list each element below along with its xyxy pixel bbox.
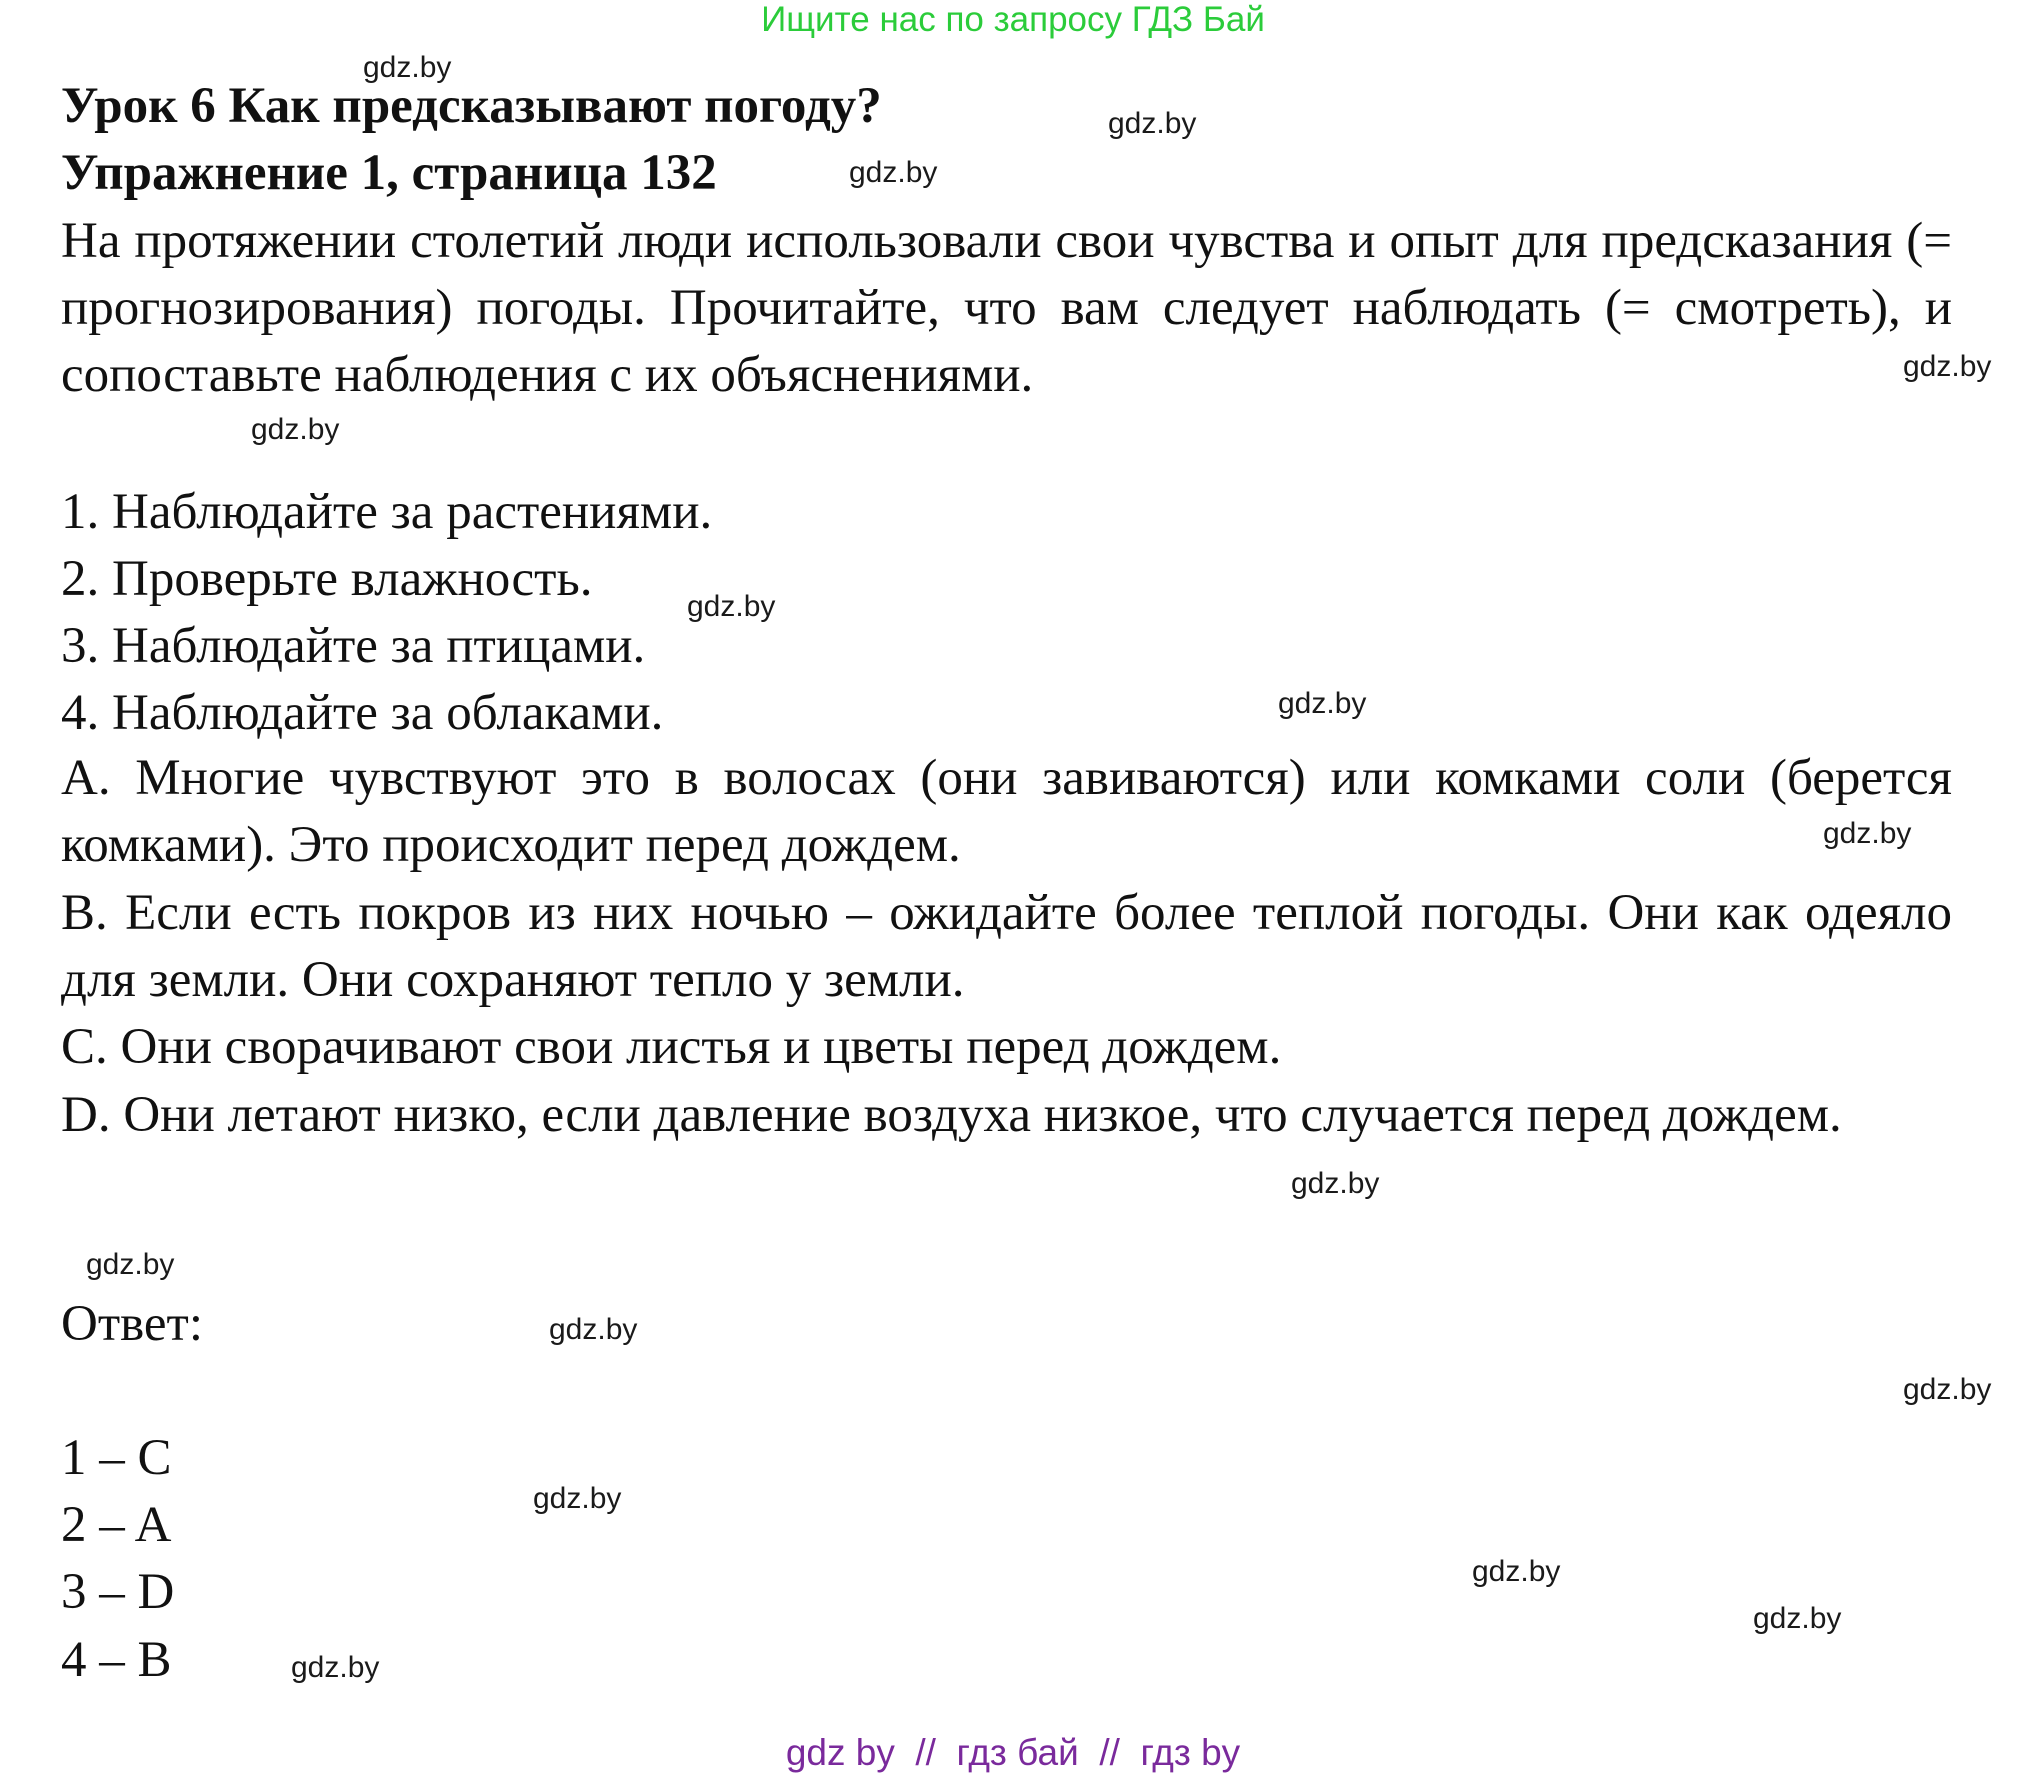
- watermark: gdz.by: [687, 590, 776, 623]
- task-item-3: 3. Наблюдайте за птицами.: [61, 618, 646, 674]
- watermark: gdz.by: [291, 1651, 380, 1684]
- option-d: D. Они летают низко, если давление воздуха низкое, что случается перед дождем.: [61, 1087, 1842, 1143]
- search-banner: Ищите нас по запросу ГДЗ Бай: [761, 0, 1265, 39]
- task-item-2: 2. Проверьте влажность.: [61, 551, 593, 607]
- exercise-title: Упражнение 1, страница 132: [61, 145, 717, 201]
- watermark: gdz.by: [549, 1313, 638, 1346]
- watermark: gdz.by: [1823, 817, 1912, 850]
- answer-2: 2 – A: [61, 1497, 172, 1553]
- option-c: C. Они сворачивают свои листья и цветы перед дождем.: [61, 1019, 1282, 1075]
- task-item-1: 1. Наблюдайте за растениями.: [61, 484, 713, 540]
- watermark: gdz.by: [1472, 1555, 1561, 1588]
- watermark: gdz.by: [849, 156, 938, 189]
- watermark: gdz.by: [1278, 687, 1367, 720]
- watermark: gdz.by: [1903, 350, 1992, 383]
- watermark: gdz.by: [1108, 107, 1197, 140]
- watermark: gdz.by: [533, 1482, 622, 1515]
- watermark: gdz.by: [86, 1248, 175, 1281]
- footer-links: gdz by // гдз бай // гдз by: [785, 1732, 1241, 1773]
- task-item-4: 4. Наблюдайте за облаками.: [61, 685, 664, 741]
- watermark: gdz.by: [1903, 1373, 1992, 1406]
- watermark: gdz.by: [1753, 1602, 1842, 1635]
- intro-paragraph: На протяжении столетий люди использовали свои чувства и опыт для предсказания (= прогнозирования) погоды. Прочитайте, что вам следует наблюдать (= смотреть), и сопоставьте наблюдения с их объяснениями.: [61, 213, 1952, 403]
- answer-1: 1 – C: [61, 1430, 172, 1486]
- option-b: B. Если есть покров из них ночью – ожидайте более теплой погоды. Они как одеяло для земли. Они сохраняют тепло у земли.: [61, 885, 1952, 1008]
- watermark: gdz.by: [363, 51, 452, 84]
- answer-3: 3 – D: [61, 1564, 175, 1620]
- watermark: gdz.by: [251, 413, 340, 446]
- option-a: A. Многие чувствуют это в волосах (они завиваются) или комками соли (берется комками). Это происходит перед дождем.: [61, 750, 1952, 873]
- lesson-title: Урок 6 Как предсказывают погоду?: [61, 78, 882, 134]
- answer-4: 4 – B: [61, 1632, 172, 1688]
- answer-label: Ответ:: [61, 1296, 203, 1352]
- watermark: gdz.by: [1291, 1167, 1380, 1200]
